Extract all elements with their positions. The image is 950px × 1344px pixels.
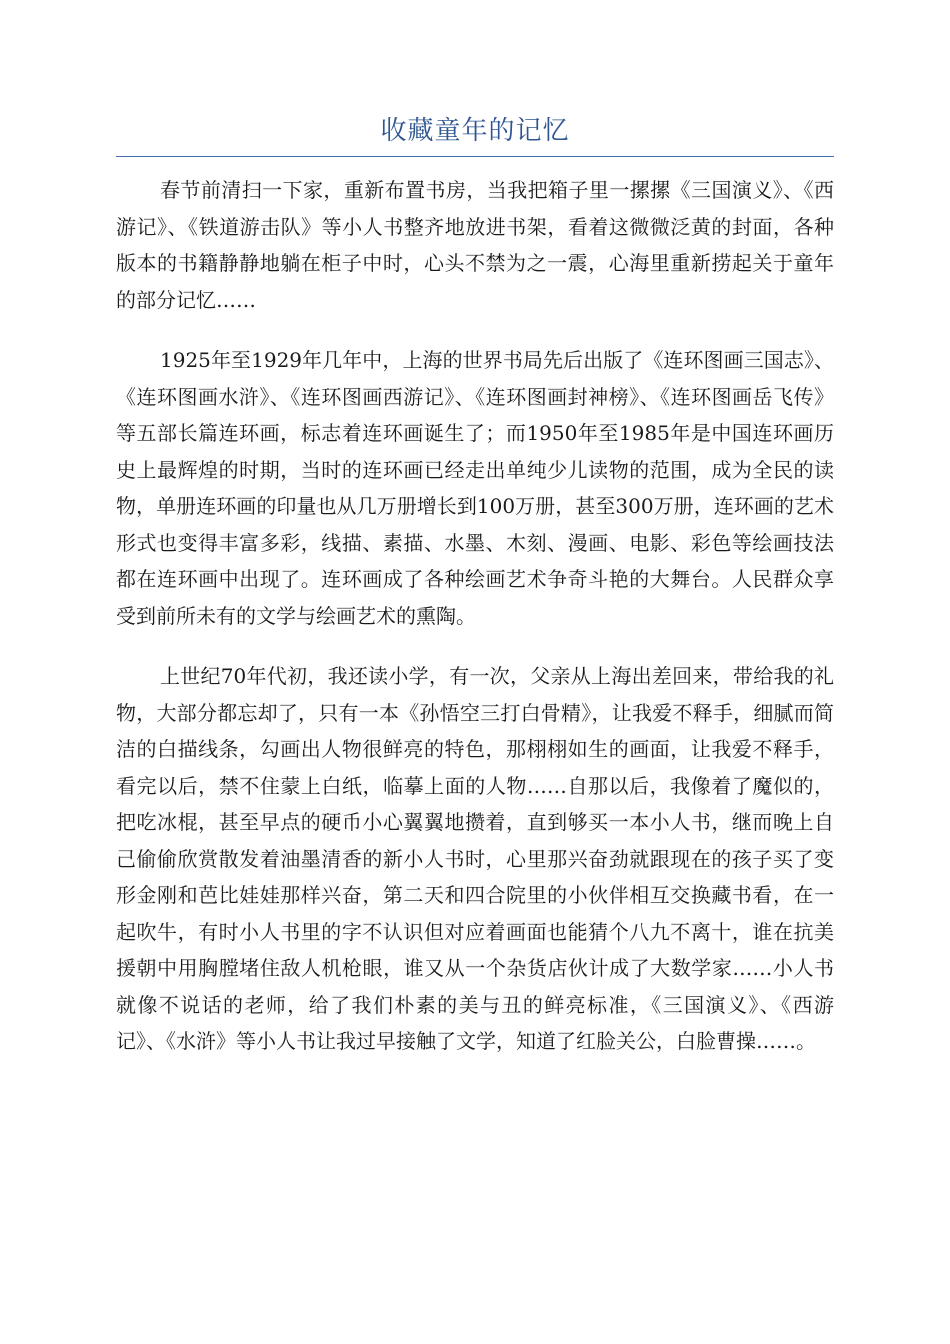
page-title: 收藏童年的记忆 xyxy=(380,116,570,146)
paragraph-1: 春节前清扫一下家，重新布置书房，当我把箱子里一摞摞《三国演义》、《西游记》、《铁道游击队》等小人书整齐地放进书架，看着这微微泛黄的封面，各种版本的书籍静静地躺在柜子中时，心头不禁为之一震，心海里重新捞起关于童年的部分记忆…… xyxy=(116,178,834,312)
paragraph-2: 1925年至1929年几年中，上海的世界书局先后出版了《连环图画三国志》、《连环图画水浒》、《连环图画西游记》、《连环图画封神榜》、《连环图画岳飞传》等五部长篇连环画，标志着连环画诞生了；而1950年至1985年是中国连环画历史上最辉煌的时期，当时的连环画已经走出单纯少儿读物的范围，成为全民的读物，单册连环画的印量也从几万册增长到100万册，甚至300万册，连环画的艺术形式也变得丰富多彩，线描、素描、水墨、木刻、漫画、电影、彩色等绘画技法都在连环画中出现了。连环画成了各种绘画艺术争奇斗艳的大舞台。人民群众享受到前所未有的文学与绘画艺术的熏陶。 xyxy=(116,348,834,628)
title-block xyxy=(116,112,834,157)
paragraph-3: 上世纪70年代初，我还读小学，有一次，父亲从上海出差回来，带给我的礼物，大部分都忘却了，只有一本《孙悟空三打白骨精》，让我爱不释手，细腻而简洁的白描线条，勾画出人物很鲜亮的特色，那栩栩如生的画面，让我爱不释手，看完以后，禁不住蒙上白纸，临摹上面的人物……自那以后，我像着了魔似的，把吃冰棍，甚至早点的硬币小心翼翼地攒着，直到够买一本小人书，继而晚上自己偷偷欣赏散发着油墨清香的新小人书时，心里那兴奋劲就跟现在的孩子买了变形金刚和芭比娃娃那样兴奋，第二天和四合院里的小伙伴相互交换藏书看，在一起吹牛，有时小人书里的字不认识但对应着画面也能猜个八九不离十，谁在抗美援朝中用胸膛堵住敌人机枪眼，谁又从一个杂货店伙计成了大数学家……小人书就像不说话的老师，给了我们朴素的美与丑的鲜亮标准，《三国演义》、《西游记》、《水浒》等小人书让我过早接触了文学，知道了红脸关公，白脸曹操……。 xyxy=(116,664,834,1053)
document-body xyxy=(116,172,834,1084)
